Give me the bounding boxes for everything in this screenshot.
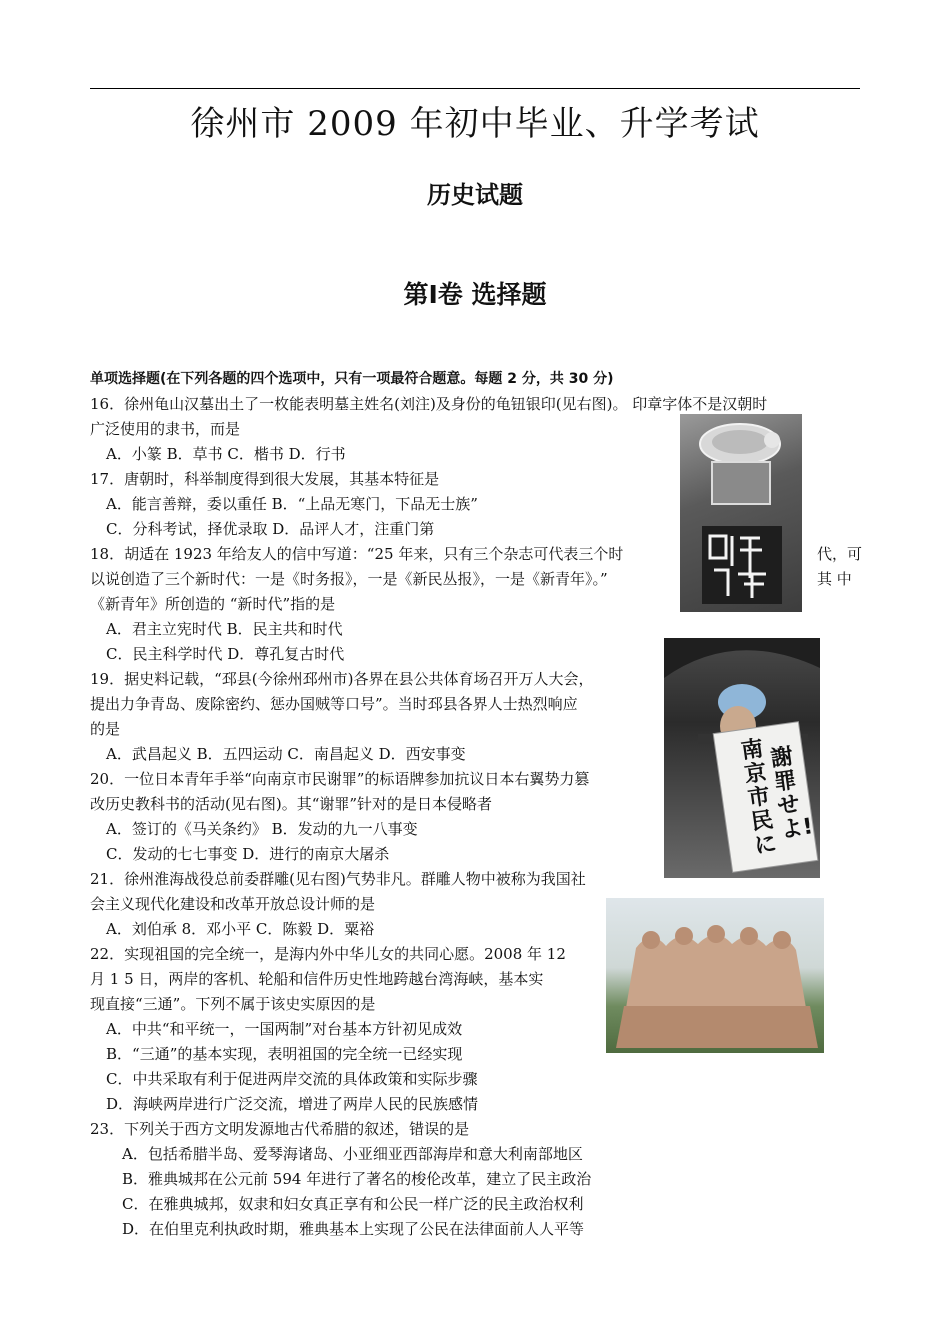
page-title: 徐州市 2009 年初中毕业、升学考试 <box>190 104 760 144</box>
section-heading: 第Ⅰ卷 选择题 <box>403 280 547 309</box>
q18-line-2: 以说创造了三个新时代：一是《时务报》，一是《新民丛报》，一是《新青年》。” <box>90 570 608 588</box>
q16-line-1: 16．徐州龟山汉墓出土了一枚能表明墓主姓名(刘注)及身份的龟钮银印(见右图)。 印章字体不是汉朝时 <box>90 395 768 413</box>
q17-options-1: A．能言善辩，委以重任 B．“上品无寒门，下品无士族” <box>106 495 478 513</box>
q19-line-3: 的是 <box>90 720 121 738</box>
header-rule <box>90 88 860 89</box>
q18-options-2: C．民主科学时代 D．尊孔复古时代 <box>106 645 345 663</box>
q23-line-1: 23．下列关于西方文明发源地古代希腊的叙述，错误的是 <box>90 1120 470 1138</box>
q16-line-2: 广泛使用的隶书，而是 <box>90 420 241 438</box>
instructions: 单项选择题(在下列各题的四个选项中，只有一项最符合题意。每题 2 分，共 30 分) <box>90 371 614 387</box>
protest-photo <box>664 638 820 878</box>
q18-line-1-right: 代，可 <box>817 545 863 563</box>
q18-line-2-right: 其 中 <box>817 570 852 588</box>
q22-line-1: 22．实现祖国的完全统一，是海内外中华儿女的共同心愿。2008 年 12 <box>90 945 566 963</box>
q19-line-2: 提出力争青岛、废除密约、惩办国贼等口号”。当时邳县各界人士热烈响应 <box>90 695 578 713</box>
statue-photo <box>606 898 824 1053</box>
sign-text-2: 謝罪せよ! <box>769 744 815 844</box>
q16-options: A．小篆 B．草书 C．楷书 D．行书 <box>106 445 346 463</box>
q17-options-2: C．分科考试，择优录取 D．品评人才，注重门第 <box>106 520 435 538</box>
q22-option-b: B．“三通”的基本实现，表明祖国的完全统一已经实现 <box>106 1045 463 1063</box>
q22-option-a: A．中共“和平统一，一国两制”对台基本方针初见成效 <box>106 1020 463 1038</box>
seal-illustration <box>680 414 802 612</box>
q19-options: A．武昌起义 B．五四运动 C．南昌起义 D．西安事变 <box>106 745 466 763</box>
q23-option-a: A．包括希腊半岛、爱琴海诸岛、小亚细亚西部海岸和意大利南部地区 <box>122 1145 583 1163</box>
q20-line-1: 20．一位日本青年手举“向南京市民谢罪”的标语牌参加抗议日本右翼势力篡 <box>90 770 590 788</box>
q20-line-2: 改历史教科书的活动(见右图)。其“谢罪”针对的是日本侵略者 <box>90 795 493 813</box>
q23-option-c: C．在雅典城邦，奴隶和妇女真正享有和公民一样广泛的民主政治权利 <box>122 1195 584 1213</box>
q23-option-d: D．在伯里克利执政时期，雅典基本上实现了公民在法律面前人人平等 <box>122 1220 585 1238</box>
q17-line-1: 17．唐朝时，科举制度得到很大发展，其基本特征是 <box>90 470 440 488</box>
q21-line-2: 会主义现代化建设和改革开放总设计师的是 <box>90 895 376 913</box>
sign-text-1: 南京市民に <box>739 736 779 860</box>
seal-photo <box>680 414 802 612</box>
statue-illustration <box>606 898 824 1053</box>
q21-options: A．刘伯承 8．邓小平 C．陈毅 D．粟裕 <box>106 920 375 938</box>
q22-option-c: C．中共采取有利于促进两岸交流的具体政策和实际步骤 <box>106 1070 478 1088</box>
q18-line-1: 18．胡适在 1923 年给友人的信中写道：“25 年来，只有三个杂志可代表三个时 <box>90 545 624 563</box>
q19-line-1: 19．据史料记载，“邳县(今徐州邳州市)各界在县公共体育场召开万人大会， <box>90 670 594 688</box>
q21-line-1: 21．徐州淮海战役总前委群雕(见右图)气势非凡。群雕人物中被称为我国社 <box>90 870 586 888</box>
q22-option-d: D．海峡两岸进行广泛交流，增进了两岸人民的民族感情 <box>106 1095 479 1113</box>
page-subtitle: 历史试题 <box>427 181 523 209</box>
q20-options-1: A．签订的《马关条约》 B．发动的九一八事变 <box>106 820 418 838</box>
q18-line-3: 《新青年》所创造的 “新时代”指的是 <box>90 595 336 613</box>
q23-option-b: B．雅典城邦在公元前 594 年进行了著名的梭伦改革，建立了民主政治 <box>122 1170 592 1188</box>
q22-line-3: 现直接“三通”。下列不属于该史实原因的是 <box>90 995 376 1013</box>
q18-options-1: A．君主立宪时代 B．民主共和时代 <box>106 620 343 638</box>
q20-options-2: C．发动的七七事变 D．进行的南京大屠杀 <box>106 845 390 863</box>
q22-line-2: 月 1 5 日，两岸的客机、轮船和信件历史性地跨越台湾海峡，基本实 <box>90 970 544 988</box>
